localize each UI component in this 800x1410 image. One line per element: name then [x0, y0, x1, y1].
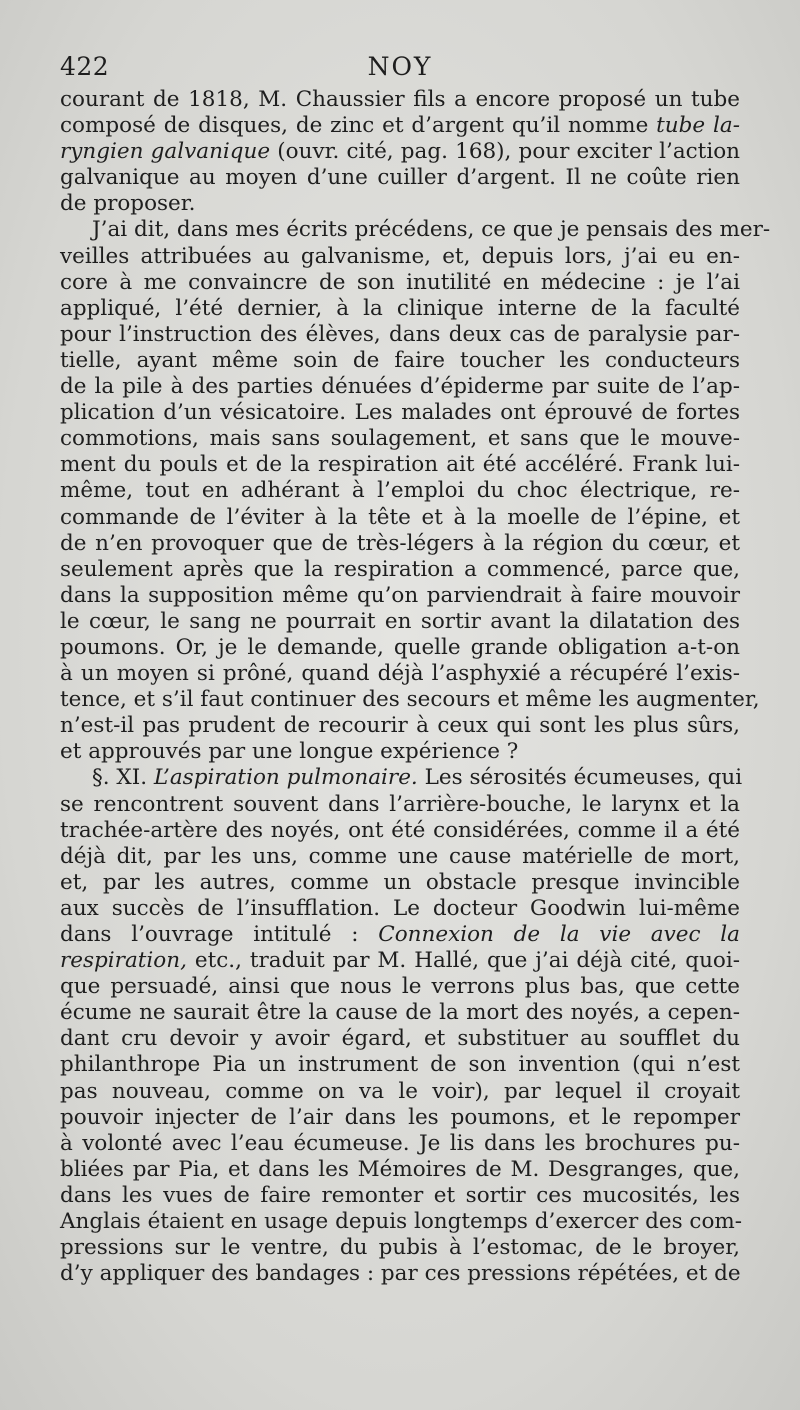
text-line	[60, 844, 740, 870]
text-line	[60, 1105, 740, 1131]
text-line	[60, 165, 740, 191]
text-segment: composé de disques, de zinc et d’argent qu’il nomme	[60, 113, 657, 139]
text-line	[60, 191, 740, 217]
text-line	[60, 948, 740, 974]
text-segment: et, par les autres, comme un obstacle presque invincible	[60, 869, 740, 895]
text-line	[60, 1261, 740, 1287]
text-segment: core à me convaincre de son inutilité en médecine : je l’ai	[60, 269, 740, 295]
text-segment: le cœur, le sang ne pourrait en sortir avant la dilatation des	[60, 608, 740, 634]
text-segment: à un moyen si prôné, quand déjà l’asphyxié a récupéré l’exis-	[60, 661, 740, 687]
text-segment: Anglais étaient en usage depuis longtemps d’exercer des com-	[60, 1209, 743, 1235]
text-line	[60, 374, 740, 400]
text-segment: §. XI.	[92, 765, 154, 791]
text-segment: à volonté avec l’eau écumeuse. Je lis dans les brochures pu-	[60, 1130, 740, 1156]
italic-segment: ryngien galvanique	[60, 139, 271, 165]
text-line	[60, 974, 740, 1000]
text-line	[60, 583, 740, 609]
text-line	[60, 531, 740, 557]
text-segment: commande de l’éviter à la tête et à la moelle de l’épine, et	[60, 504, 740, 530]
text-line	[60, 1079, 740, 1105]
text-line	[60, 1052, 740, 1078]
text-line	[60, 452, 740, 478]
text-segment: commotions, mais sans soulagement, et sans que le mouve-	[60, 426, 740, 452]
text-segment: courant de 1818, M. Chaussier fils a encore proposé un tube	[60, 87, 740, 112]
text-segment: dans la supposition même qu’on parviendrait à faire mouvoir	[60, 582, 740, 608]
text-line	[60, 244, 740, 270]
text-line	[60, 505, 740, 531]
text-line	[60, 113, 740, 139]
text-segment: philanthrope Pia un instrument de son invention (qui n’est	[60, 1052, 740, 1078]
text-segment: pour l’instruction des élèves, dans deux cas de paralysie par-	[60, 321, 740, 347]
text-segment: de la pile à des parties dénuées d’épiderme par suite de l’ap-	[60, 374, 740, 400]
text-segment: dans l’ouvrage intitulé :	[60, 922, 379, 947]
italic-segment: L’aspiration pulmonaire.	[153, 765, 418, 791]
text-segment: J’ai dit, dans mes écrits précédens, ce que je pensais des mer-	[92, 217, 771, 243]
italic-segment: Connexion de la vie avec la	[378, 922, 740, 947]
text-segment: se rencontrent souvent dans l’arrière-bouche, le larynx et la	[60, 791, 740, 817]
text-line	[60, 270, 740, 296]
text-line	[60, 818, 740, 844]
text-line	[60, 426, 740, 452]
text-segment: pas nouveau, comme on va le voir), par lequel il croyait	[60, 1078, 740, 1104]
page-header	[60, 52, 740, 82]
text-segment: dans les vues de faire remonter et sortir ces mucosités, les	[60, 1182, 740, 1208]
text-line	[60, 296, 740, 322]
text-segment: n’est-il pas prudent de recourir à ceux qui sont les plus sûrs,	[60, 713, 740, 739]
text-segment: appliqué, l’été dernier, à la clinique interne de la faculté	[60, 295, 740, 321]
text-segment: dant cru devoir y avoir égard, et substituer au soufflet du	[60, 1026, 740, 1052]
text-segment: même, tout en adhérant à l’emploi du choc électrique, re-	[60, 478, 740, 504]
text-segment: veilles attribuées au galvanisme, et, depuis lors, j’ai eu en-	[60, 243, 740, 269]
text-segment: galvanique au moyen d’une cuiller d’argent. Il ne coûte rien	[60, 165, 740, 191]
text-line	[60, 922, 740, 948]
text-segment: tielle, ayant même soin de faire toucher les conducteurs	[60, 347, 740, 373]
text-segment: tence, et s’il faut continuer des secours et même les augmenter,	[60, 687, 760, 713]
text-segment: ment du pouls et de la respiration ait été accéléré. Frank lui-	[60, 452, 740, 478]
text-segment: bliées par Pia, et dans les Mémoires de M. Desgranges, que,	[60, 1156, 740, 1182]
text-line	[60, 478, 740, 504]
text-segment: déjà dit, par les uns, comme une cause matérielle de mort,	[60, 843, 740, 869]
text-line	[60, 400, 740, 426]
text-line	[60, 765, 743, 791]
text-segment: que persuadé, ainsi que nous le verrons plus bas, que cette	[60, 974, 740, 1000]
text-line	[60, 217, 771, 243]
text-line	[60, 609, 740, 635]
text-line	[60, 1026, 740, 1052]
text-segment: d’y appliquer des bandages : par ces pressions répétées, et de	[60, 1261, 741, 1287]
text-segment: de proposer.	[60, 191, 196, 217]
text-segment: pressions sur le ventre, du pubis à l’estomac, de le broyer,	[60, 1235, 740, 1261]
running-head: NOY	[367, 52, 433, 81]
text-line	[60, 1183, 740, 1209]
text-line	[60, 661, 740, 687]
text-segment: (ouvr. cité, pag. 168), pour exciter l’action	[270, 139, 740, 165]
text-line	[60, 1235, 740, 1261]
text-line	[60, 87, 740, 113]
text-line	[60, 1209, 743, 1235]
text-line	[60, 1131, 740, 1157]
body-text	[60, 87, 771, 1287]
italic-segment: respiration,	[60, 948, 187, 974]
text-segment: et approuvés par une longue expérience ?	[60, 739, 519, 765]
text-segment: pouvoir injecter de l’air dans les poumons, et le repomper	[60, 1104, 740, 1130]
text-segment: trachée-artère des noyés, ont été considérées, comme il a été	[60, 817, 740, 843]
text-segment: seulement après que la respiration a commencé, parce que,	[60, 556, 740, 582]
text-line	[60, 557, 740, 583]
text-line	[60, 1157, 740, 1183]
text-line	[60, 348, 740, 374]
text-line	[60, 896, 740, 922]
text-segment: Les sérosités écumeuses, qui	[417, 765, 743, 791]
text-segment: etc., traduit par M. Hallé, que j’ai déjà cité, quoi-	[186, 948, 740, 974]
text-line	[60, 1000, 740, 1026]
text-segment: poumons. Or, je le demande, quelle grande obligation a-t-on	[60, 634, 740, 660]
text-line	[60, 739, 740, 765]
text-line	[60, 322, 740, 348]
italic-segment: tube la-	[656, 113, 740, 139]
text-line	[60, 713, 740, 739]
text-segment: écume ne saurait être la cause de la mort des noyés, a cepen-	[60, 1000, 740, 1026]
text-line	[60, 687, 760, 713]
text-line	[60, 635, 740, 661]
text-segment: plication d’un vésicatoire. Les malades ont éprouvé de fortes	[60, 400, 740, 426]
text-line	[60, 870, 740, 896]
text-segment: de n’en provoquer que de très-légers à la région du cœur, et	[60, 530, 740, 556]
page-number: 422	[60, 52, 110, 81]
text-line	[60, 792, 740, 818]
text-segment: aux succès de l’insufflation. Le docteur Goodwin lui-même	[60, 895, 740, 921]
text-line	[60, 139, 740, 165]
